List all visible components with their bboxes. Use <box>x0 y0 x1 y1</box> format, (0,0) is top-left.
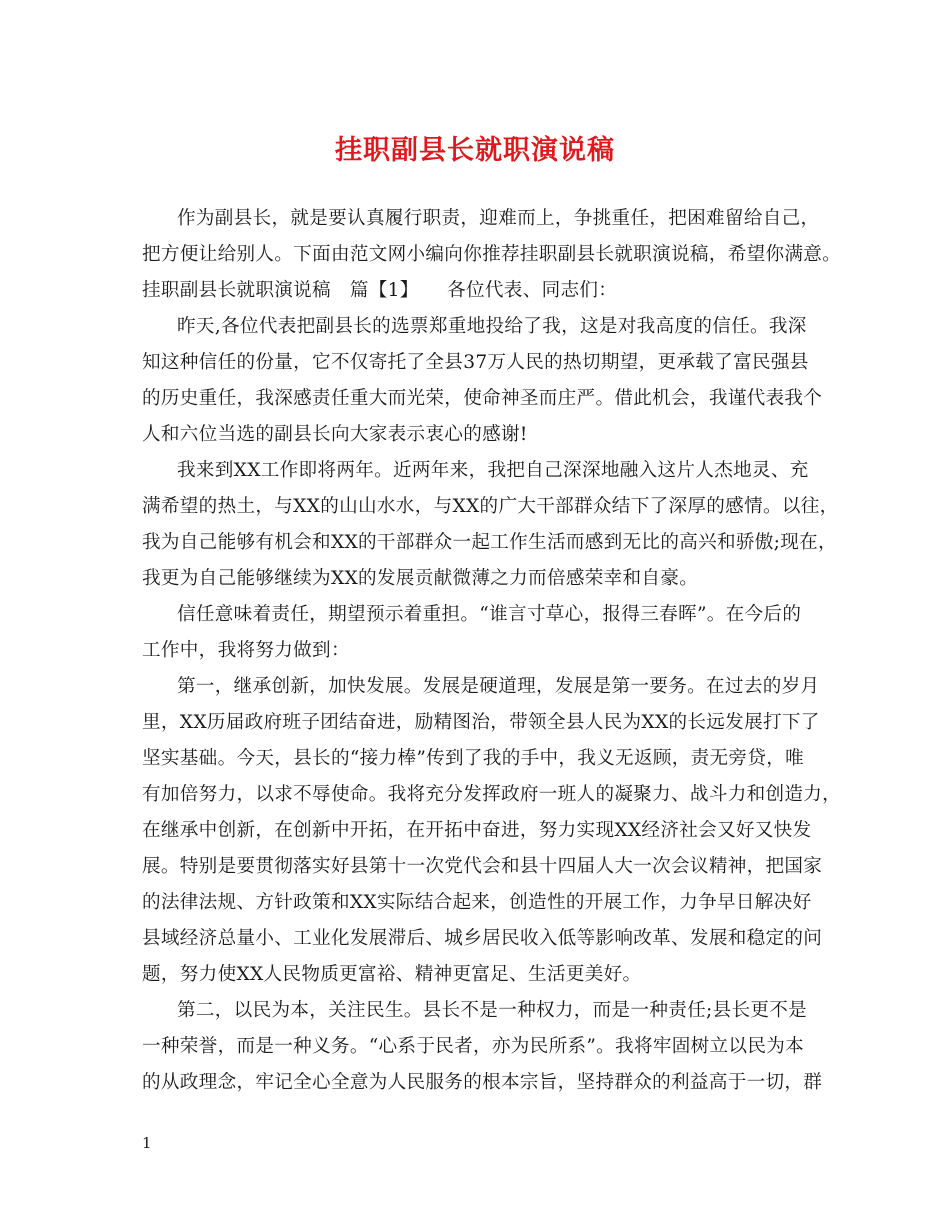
text-line: 的从政理念，牢记全心全意为人民服务的根本宗旨，坚持群众的利益高于一切，群 <box>142 1072 823 1093</box>
text-line: 第一，继承创新，加快发展。发展是硬道理，发展是第一要务。在过去的岁月 <box>177 676 820 697</box>
text-line: 里，XX历届政府班子团结奋进，励精图治，带领全县人民为XX的长远发展打下了 <box>142 712 820 733</box>
text-line: 题，努力使XX人民物质更富裕、精神更富足、生活更美好。 <box>142 964 642 985</box>
text-line: 一种荣誉，而是一种义务。“心系于民者，亦为民所系”。我将牢固树立以民为本 <box>142 1036 804 1057</box>
document-title: 挂职副县长就职演说稿 <box>335 135 615 166</box>
text-line: 坚实基础。今天，县长的“接力棒”传到了我的手中，我义无返顾，责无旁贷，唯 <box>142 748 804 769</box>
text-line: 有加倍努力，以求不辱使命。我将充分发挥政府一班人的凝聚力、战斗力和创造力， <box>142 784 842 805</box>
text-line: 昨天,各位代表把副县长的选票郑重地投给了我，这是对我高度的信任。我深 <box>177 316 807 337</box>
text-line: 展。特别是要贯彻落实好县第十一次党代会和县十四届人大一次会议精神，把国家 <box>142 856 823 877</box>
text-line: 我更为自己能够继续为XX的发展贡献微薄之力而倍感荣幸和自豪。 <box>142 568 699 589</box>
text-line: 作为副县长，就是要认真履行职责，迎难而上，争挑重任，把困难留给自己， <box>177 208 820 229</box>
text-line: 满希望的热土，与XX的山山水水，与XX的广大干部群众结下了深厚的感情。以往， <box>142 496 839 517</box>
text-line: 信任意味着责任，期望预示着重担。“谁言寸草心，报得三春晖”。在今后的 <box>177 604 802 625</box>
text-line: 我为自己能够有机会和XX的干部群众一起工作生活而感到无比的高兴和骄傲;现在， <box>142 532 837 553</box>
page-number: 1 <box>142 1134 152 1152</box>
text-line: 把方便让给别人。下面由范文网小编向你推荐挂职副县长就职演说稿，希望你满意。 <box>142 244 842 265</box>
text-line: 工作中，我将努力做到： <box>142 640 350 661</box>
text-line: 的法律法规、方针政策和XX实际结合起来，创造性的开展工作，力争早日解决好 <box>142 892 812 913</box>
text-line: 知这种信任的份量，它不仅寄托了全县37万人民的热切期望，更承载了富民强县 <box>142 352 809 373</box>
text-line: 挂职副县长就职演说稿 篇【1】 各位代表、同志们： <box>142 280 618 301</box>
text-line: 人和六位当选的副县长向大家表示衷心的感谢! <box>142 424 528 445</box>
text-line: 第二，以民为本，关注民生。县长不是一种权力，而是一种责任;县长更不是 <box>177 1000 808 1021</box>
text-line: 我来到XX工作即将两年。近两年来，我把自己深深地融入这片人杰地灵、充 <box>177 460 809 481</box>
text-line: 县域经济总量小、工业化发展滞后、城乡居民收入低等影响改革、发展和稳定的问 <box>142 928 823 949</box>
text-line: 的历史重任，我深感责任重大而光荣，使命神圣而庄严。借此机会，我谨代表我个 <box>142 388 823 409</box>
text-line: 在继承中创新，在创新中开拓，在开拓中奋进，努力实现XX经济社会又好又快发 <box>142 820 812 841</box>
